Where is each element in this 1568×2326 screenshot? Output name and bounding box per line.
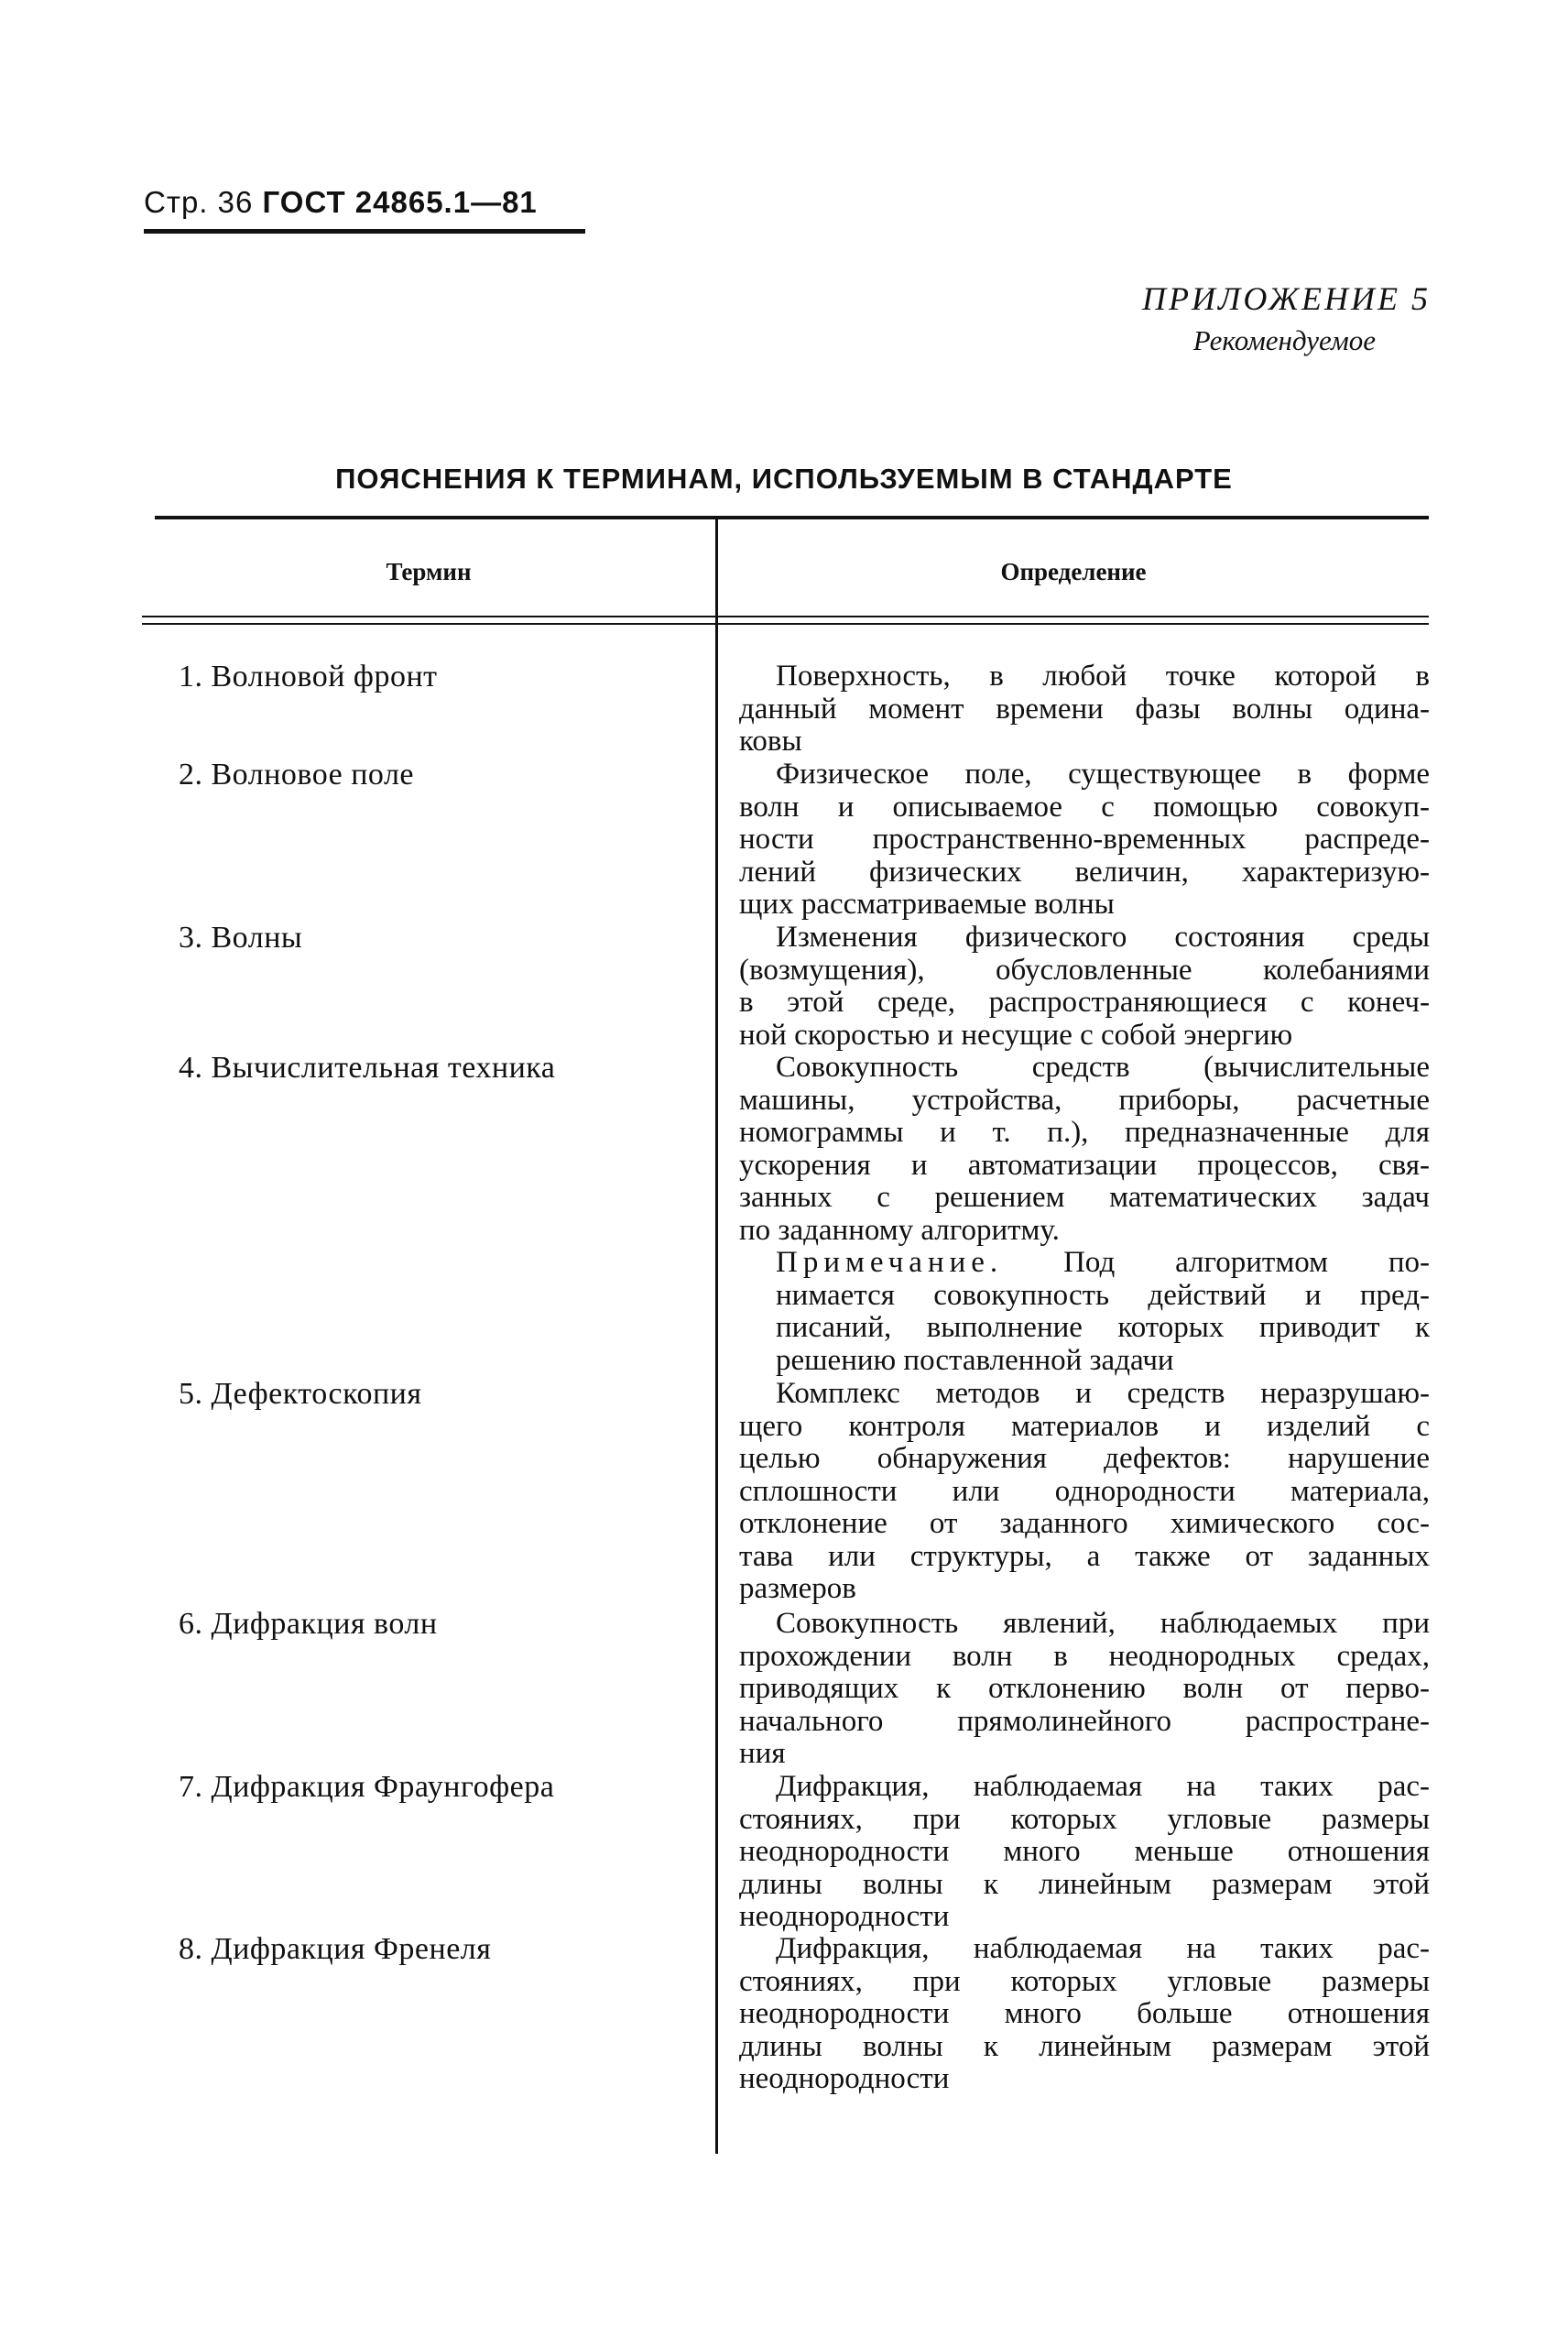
definition-line: щих рассматриваемые волны — [739, 888, 1115, 921]
table-top-rule — [155, 516, 1429, 519]
page-header — [144, 185, 538, 220]
page-label: Стр. 36 — [144, 185, 254, 219]
definition-cell — [739, 1933, 1430, 2096]
definition-line: по заданному алгоритму. — [739, 1213, 1060, 1247]
appendix-label — [1142, 277, 1431, 361]
definition-line: машины, устройства, приборы, расчетные — [739, 1083, 1430, 1117]
definition-line: лений физических величин, характеризую- — [739, 855, 1430, 889]
definition-line: Дифракция, наблюдаемая на таких рас- — [776, 1770, 1430, 1803]
definition-line: неоднородности много меньше отношения — [739, 1835, 1430, 1868]
note-text: Под алгоритмом по- — [1063, 1246, 1430, 1279]
column-header-definition: Определение — [1000, 558, 1147, 585]
definition-line: прохождении волн в неоднородных средах, — [739, 1639, 1430, 1673]
definition-line: приводящих к отклонению волн от перво- — [739, 1672, 1430, 1705]
header-rule-lower — [142, 623, 1429, 625]
definition-cell — [739, 922, 1430, 1052]
note-line: нимается совокупность действий и пред- — [776, 1278, 1430, 1312]
definition-line: Комплекс методов и средств неразрушаю- — [776, 1377, 1430, 1410]
definition-cell — [739, 661, 1430, 759]
column-header-term: Термин — [386, 558, 472, 585]
note-line: решению поставленной задачи — [776, 1343, 1174, 1377]
note-line — [739, 1247, 1430, 1280]
document-title: ПОЯСНЕНИЯ К ТЕРМИНАМ, ИСПОЛЬЗУЕМЫМ В СТАНДАРТЕ — [335, 463, 1233, 495]
header-rule-upper — [142, 616, 1429, 617]
note-line: писаний, выполнение которых приводит к — [776, 1311, 1430, 1344]
definition-line: тава или структуры, а также от заданных — [739, 1539, 1430, 1573]
term-cell: 1. Волновой фронт — [179, 660, 438, 693]
definition-line: волн и описываемое с помощью совокуп- — [739, 790, 1430, 824]
definition-line: данный момент времени фазы волны одина- — [739, 692, 1430, 726]
definition-line: (возмущения), обусловленные колебаниями — [739, 953, 1430, 987]
term-cell: 5. Дефектоскопия — [179, 1377, 422, 1411]
term-cell: 8. Дифракция Френеля — [179, 1932, 492, 1966]
definition-cell — [739, 1771, 1430, 1934]
definition-line: ной скоростью и несущие с собой энергию — [739, 1018, 1293, 1052]
term-cell: 7. Дифракция Фраунгофера — [179, 1770, 555, 1804]
definition-line: сплошности или однородности материала, — [739, 1474, 1430, 1508]
definition-line: ковы — [739, 725, 802, 758]
definition-line: длины волны к линейным размерам этой — [739, 1867, 1430, 1901]
definition-line: ния — [739, 1737, 786, 1770]
definition-line: неоднородности — [739, 2062, 950, 2095]
term-cell: 4. Вычислительная техника — [179, 1051, 556, 1085]
term-cell: 3. Волны — [179, 921, 303, 955]
term-cell: 2. Волновое поле — [179, 758, 415, 792]
definition-cell — [739, 1378, 1430, 1606]
definition-cell — [739, 759, 1430, 922]
definition-line: щего контроля материалов и изделий с — [739, 1409, 1430, 1443]
definition-line: Дифракция, наблюдаемая на таких рас- — [776, 1932, 1430, 1965]
definition-line: начального прямолинейного распростране- — [739, 1704, 1430, 1738]
term-cell: 6. Дифракция волн — [179, 1607, 438, 1641]
definition-cell — [739, 1052, 1430, 1377]
definition-line: неоднородности много больше отношения — [739, 1997, 1430, 2030]
definition-line: Изменения физического состояния среды — [776, 921, 1430, 954]
standard-number: ГОСТ 24865.1—81 — [262, 185, 538, 219]
definition-line: неоднородности — [739, 1900, 950, 1933]
terms-table — [142, 516, 1429, 2154]
definition-line: размеров — [739, 1572, 856, 1605]
definition-line: стояниях, при которых угловые размеры — [739, 1802, 1430, 1836]
appendix-status: Рекомендуемое — [1192, 324, 1376, 356]
definition-line: в этой среде, распространяющиеся с конеч- — [739, 986, 1430, 1019]
header-rule — [144, 229, 585, 234]
appendix-number: ПРИЛОЖЕНИЕ 5 — [1142, 280, 1431, 317]
definition-line: Совокупность средств (вычислительные — [776, 1051, 1430, 1084]
definition-line: стояниях, при которых угловые размеры — [739, 1964, 1430, 1998]
definition-cell — [739, 1608, 1430, 1771]
definition-line: Поверхность, в любой точке которой в — [776, 660, 1430, 693]
definition-line: номограммы и т. п.), предназначенные для — [739, 1116, 1430, 1149]
definition-line: отклонение от заданного химического сос- — [739, 1507, 1430, 1540]
definition-line: ности пространственно-временных распреде- — [739, 823, 1430, 856]
definition-line: занных с решением математических задач — [739, 1181, 1430, 1214]
definition-line: целью обнаружения дефектов: нарушение — [739, 1442, 1430, 1475]
definition-line: длины волны к линейным размерам этой — [739, 2029, 1430, 2063]
definition-line: Совокупность явлений, наблюдаемых при — [776, 1607, 1430, 1640]
definition-line: Физическое поле, существующее в форме — [776, 758, 1430, 791]
definition-line: ускорения и автоматизации процессов, свя- — [739, 1148, 1430, 1182]
note-label: Примечание. — [776, 1246, 1004, 1279]
